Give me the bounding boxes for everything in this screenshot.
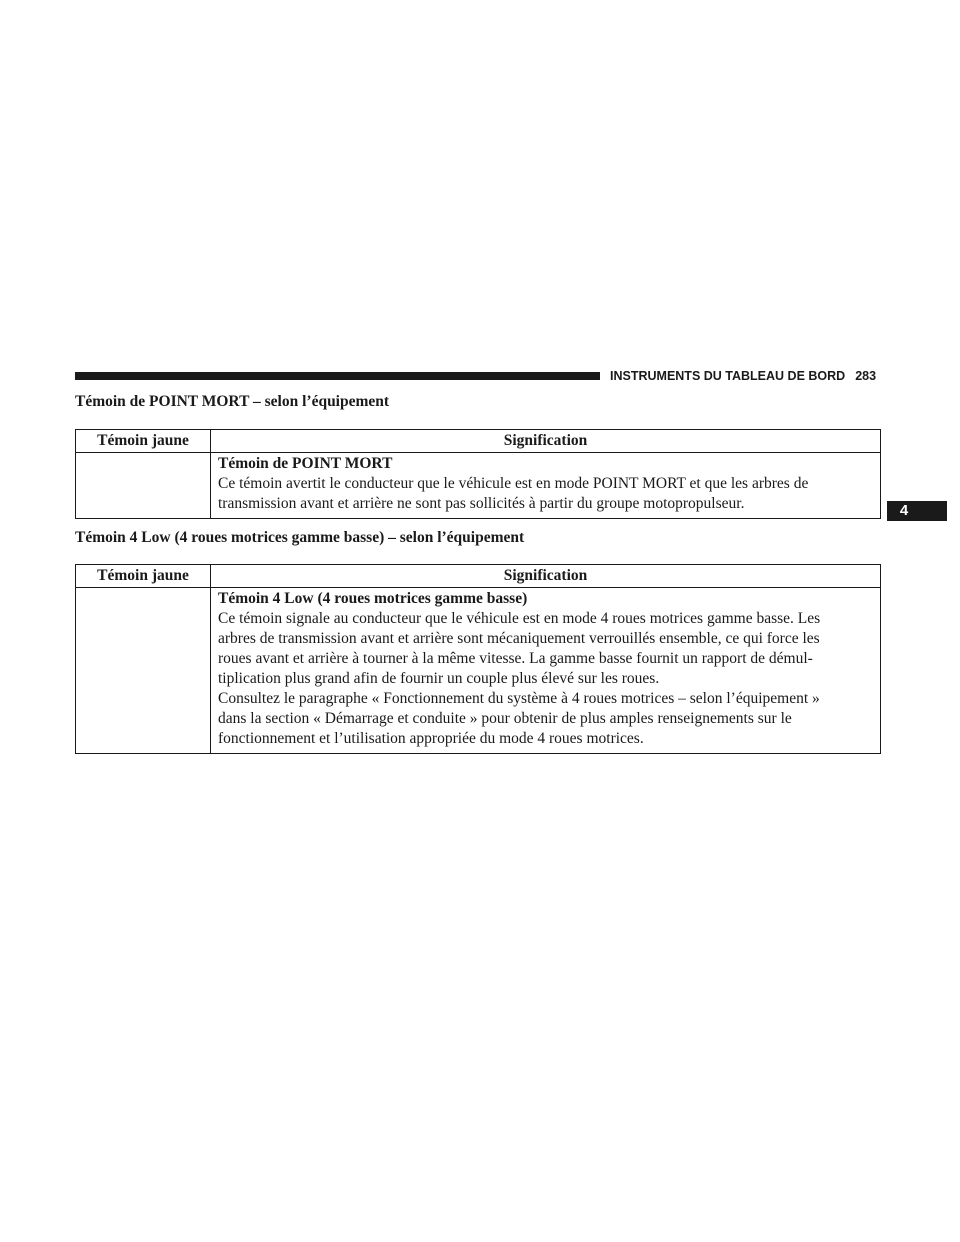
- 4low-indicator-table: [75, 564, 881, 754]
- table-row: [76, 453, 881, 519]
- meaning-cell: [211, 453, 881, 519]
- chapter-tab: [887, 501, 947, 521]
- section-title-neutral: Témoin de POINT MORT – selon l’équipement: [75, 393, 390, 410]
- indicator-name: Témoin 4 Low (4 roues motrices gamme basse): [218, 590, 528, 607]
- description-line: Ce témoin signale au conducteur que le véhicule est en mode 4 roues motrices gamme basse. Les: [218, 610, 821, 627]
- header-section-title: INSTRUMENTS DU TABLEAU DE BORD: [610, 369, 846, 383]
- description-line: arbres de transmission avant et arrière sont mécaniquement verrouillés ensemble, ce qui force les: [218, 630, 820, 647]
- column-header-indicator: Témoin jaune: [76, 430, 211, 453]
- description-line: transmission avant et arrière ne sont pas sollicités à partir du groupe motopropulseur.: [218, 495, 745, 512]
- meaning-cell: [211, 588, 881, 754]
- column-header-meaning: Signification: [211, 430, 881, 453]
- chapter-number: 4: [899, 502, 909, 519]
- table-row: [76, 588, 881, 754]
- column-header-meaning: Signification: [211, 565, 881, 588]
- page-number: 283: [855, 369, 877, 383]
- table-header-row: [76, 565, 881, 588]
- section-title-4low: Témoin 4 Low (4 roues motrices gamme basse) – selon l’équipement: [75, 529, 525, 546]
- description-line: Ce témoin avertit le conducteur que le véhicule est en mode POINT MORT et que les arbres de: [218, 475, 809, 492]
- indicator-cell: [76, 588, 211, 754]
- column-header-indicator: Témoin jaune: [76, 565, 211, 588]
- description-line: roues avant et arrière à tourner à la même vitesse. La gamme basse fournit un rapport de démul-: [218, 650, 813, 667]
- running-header: [610, 367, 885, 385]
- indicator-name: Témoin de POINT MORT: [218, 455, 393, 472]
- indicator-cell: [76, 453, 211, 519]
- neutral-indicator-table: [75, 429, 881, 519]
- header-rule: [75, 372, 600, 380]
- description-line: tiplication plus grand afin de fournir un couple plus élevé sur les roues.: [218, 670, 660, 687]
- description-line: fonctionnement et l’utilisation appropriée du mode 4 roues motrices.: [218, 730, 644, 747]
- description-line: dans la section « Démarrage et conduite » pour obtenir de plus amples renseignements sur le: [218, 710, 792, 727]
- table-header-row: [76, 430, 881, 453]
- description-line: Consultez le paragraphe « Fonctionnement du système à 4 roues motrices – selon l’équipement »: [218, 690, 820, 707]
